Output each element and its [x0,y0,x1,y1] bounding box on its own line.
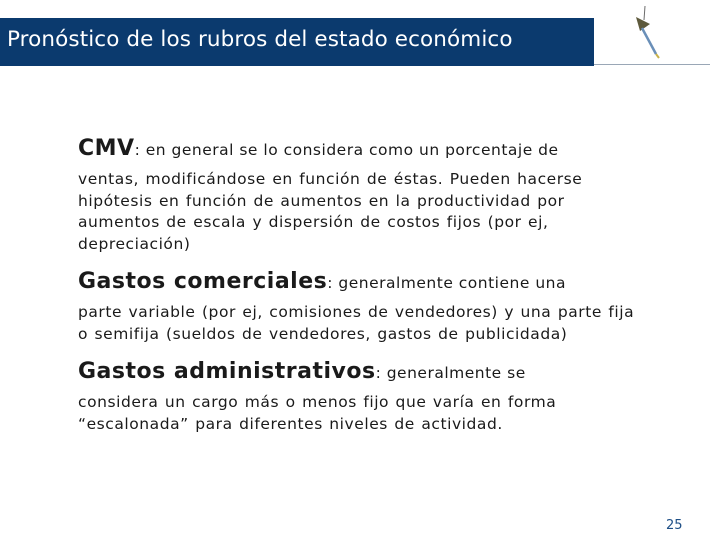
term-lead: : en general se lo considera como un porcentaje de [134,141,559,159]
item-gastos-comerciales [78,269,638,345]
pointer-pen-icon [626,4,666,60]
term-body: ventas, modificándose en función de éstas. Pueden hacerse hipótesis en función de aumentos en la productividad por aumentos de escala y dispersión de costos fijos (por ej, depreciación) [78,170,583,253]
term-lead: : generalmente contiene una [327,274,566,292]
title-bar [0,18,594,66]
term-heading: CMV [78,136,135,161]
slide-content [78,136,638,449]
title-rule [594,64,710,65]
term-lead: : generalmente se [375,364,526,382]
slide-title: Pronóstico de los rubros del estado económico [7,27,513,52]
item-gastos-administrativos [78,359,638,435]
term-heading: Gastos comerciales [78,269,328,294]
term-body: considera un cargo más o menos fijo que varía en forma “escalonada” para diferentes niveles de actividad. [78,393,557,433]
item-cmv [78,136,638,255]
term-body: parte variable (por ej, comisiones de vendedores) y una parte fija o semifija (sueldos de vendedores, gastos de publicidada) [78,303,635,343]
page-number: 25 [666,518,683,533]
term-heading: Gastos administrativos [78,359,376,384]
